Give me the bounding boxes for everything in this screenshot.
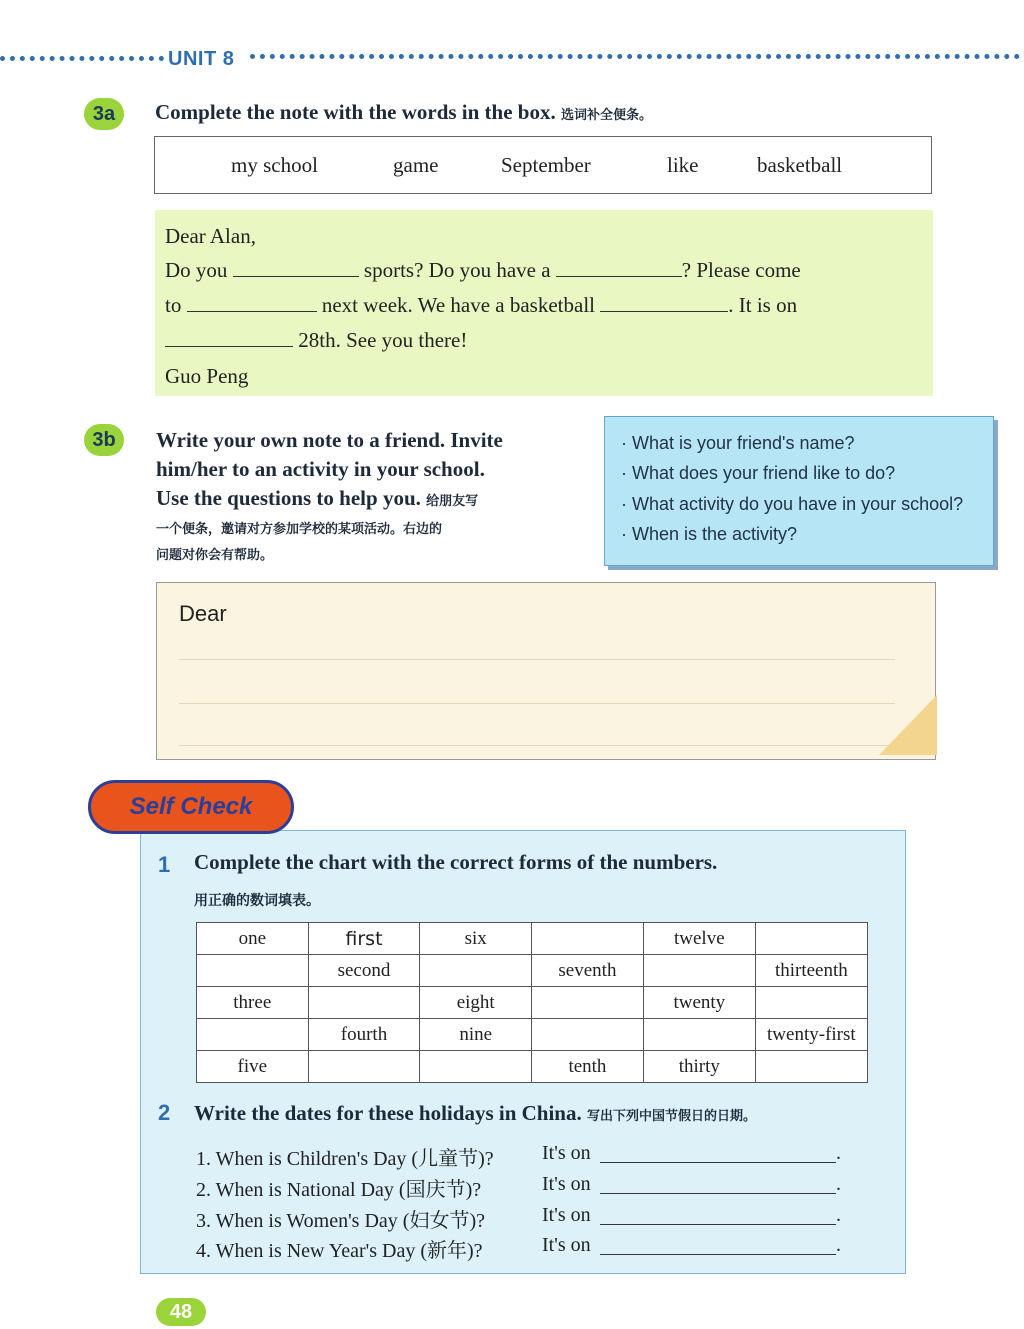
answer-prefix: It's on [542, 1234, 591, 1256]
instruction-3b-line [156, 484, 596, 515]
table-cell: seventh [531, 955, 643, 987]
header-dots-left [0, 56, 164, 61]
instruction-3b-cn-line: 一个便条，邀请对方参加学校的某项活动。右边的 [156, 521, 443, 536]
task-number: 1 [158, 852, 171, 877]
table-cell-blank[interactable] [531, 987, 643, 1019]
table-cell-blank[interactable] [197, 1019, 309, 1051]
table-cell-blank[interactable] [643, 1019, 755, 1051]
note-signature: Guo Peng [165, 364, 249, 388]
holiday-question-text: 1. When is Children's Day (儿童节)? [196, 1148, 494, 1170]
answer-prefix: It's on [542, 1173, 591, 1195]
table-cell-blank[interactable] [197, 955, 309, 987]
holiday-question-text: 4. When is New Year's Day (新年)? [196, 1240, 483, 1262]
word-box [154, 136, 932, 194]
writing-line [179, 659, 895, 660]
period: . [836, 1204, 841, 1226]
table-row [197, 987, 868, 1019]
task1-instruction: Complete the chart with the correct forms of the numbers. [194, 850, 718, 874]
table-cell-blank[interactable] [308, 987, 420, 1019]
table-cell: tenth [531, 1051, 643, 1083]
answer-blank[interactable] [556, 258, 682, 277]
holiday-question [196, 1173, 841, 1202]
task2-instruction-text: Write the dates for these holidays in China. [194, 1101, 582, 1125]
hint-question: · What activity do you have in your school? [621, 494, 964, 514]
period: . [836, 1234, 841, 1256]
word-item: game [393, 153, 439, 177]
note-line-1 [165, 258, 801, 283]
holiday-question [196, 1142, 841, 1171]
holiday-question [196, 1234, 841, 1263]
answer-blank[interactable] [600, 1224, 836, 1225]
table-cell-blank[interactable] [531, 923, 643, 955]
note-line-2 [165, 293, 797, 318]
self-check-title: Self Check [88, 780, 294, 834]
table-cell: fourth [308, 1019, 420, 1051]
numbers-chart [196, 922, 868, 1083]
answer-blank[interactable] [187, 293, 317, 312]
writing-line [179, 703, 895, 704]
table-row [197, 1051, 868, 1083]
word-item: like [667, 153, 699, 177]
table-cell: first [308, 923, 420, 955]
answer-blank[interactable] [600, 1254, 836, 1255]
instruction-3b-line: him/her to an activity in your school. [156, 457, 485, 481]
answer-prefix: It's on [542, 1204, 591, 1226]
note-text: to [165, 293, 182, 317]
answer-blank[interactable] [600, 1162, 836, 1163]
word-item: basketball [757, 153, 843, 177]
word-item: my school [231, 153, 318, 177]
note-text: . It is on [728, 293, 798, 317]
instruction-3b-cn-line: 问题对你会有帮助。 [156, 547, 274, 562]
header-dots-right [250, 54, 1020, 59]
instruction-3b-text: Use the questions to help you. [156, 486, 421, 510]
hint-question: · What does your friend like to do? [621, 463, 896, 483]
table-row [197, 955, 868, 987]
table-cell: nine [420, 1019, 532, 1051]
table-cell: thirty [643, 1051, 755, 1083]
table-cell-blank[interactable] [308, 1051, 420, 1083]
table-cell-blank[interactable] [755, 987, 867, 1019]
task2-instruction [194, 1101, 756, 1126]
answer-blank[interactable] [233, 258, 359, 277]
table-cell: three [197, 987, 309, 1019]
writing-line [179, 745, 895, 746]
note-text: Do you [165, 258, 228, 282]
instruction-3a-text: Complete the note with the words in the box. [155, 100, 556, 124]
task-number: 2 [158, 1100, 171, 1125]
page-fold-corner [879, 695, 937, 755]
instruction-3b-line: Write your own note to a friend. Invite [156, 428, 503, 452]
table-cell: one [197, 923, 309, 955]
holiday-question-text: 2. When is National Day (国庆节)? [196, 1179, 482, 1201]
answer-blank[interactable] [600, 1193, 836, 1194]
note-greeting: Dear Alan, [165, 224, 256, 248]
table-cell: thirteenth [755, 955, 867, 987]
table-cell: second [308, 955, 420, 987]
note-text: next week. We have a basketball [321, 293, 595, 317]
table-cell: twenty-first [755, 1019, 867, 1051]
instruction-3a-cn: 选词补全便条。 [560, 107, 652, 122]
period: . [836, 1142, 841, 1164]
writing-greeting: Dear [179, 601, 227, 626]
table-cell: five [197, 1051, 309, 1083]
table-cell: six [420, 923, 532, 955]
holiday-question-text: 3. When is Women's Day (妇女节)? [196, 1210, 485, 1232]
answer-blank[interactable] [600, 293, 728, 312]
section-badge-3b: 3b [84, 424, 124, 456]
unit-label: UNIT 8 [168, 48, 235, 70]
answer-prefix: It's on [542, 1142, 591, 1164]
note-text: 28th. See you there! [298, 328, 468, 352]
note-line-3 [165, 328, 467, 353]
hint-questions-box [604, 416, 994, 566]
table-cell-blank[interactable] [420, 1051, 532, 1083]
hint-question: · When is the activity? [621, 524, 798, 544]
hint-question: · What is your friend's name? [621, 433, 855, 453]
instruction-3b [156, 426, 596, 567]
note-panel [155, 210, 933, 396]
table-row [197, 923, 868, 955]
note-writing-area[interactable] [156, 582, 936, 760]
table-cell: twelve [643, 923, 755, 955]
table-cell-blank[interactable] [420, 955, 532, 987]
table-cell: eight [420, 987, 532, 1019]
instruction-3a [155, 100, 652, 125]
page-number: 48 [156, 1298, 206, 1326]
note-text: ? Please come [681, 258, 801, 282]
table-cell: twenty [643, 987, 755, 1019]
table-cell-blank[interactable] [531, 1019, 643, 1051]
section-badge-3a: 3a [84, 98, 124, 130]
task2-instruction-cn: 写出下列中国节假日的日期。 [587, 1108, 757, 1123]
holiday-question [196, 1204, 841, 1233]
word-item: September [501, 153, 591, 177]
period: . [836, 1173, 841, 1195]
task1-instruction-cn: 用正确的数词填表。 [194, 894, 320, 909]
note-text: sports? Do you have a [363, 258, 551, 282]
answer-blank[interactable] [165, 328, 293, 347]
table-cell-blank[interactable] [755, 923, 867, 955]
table-row [197, 1019, 868, 1051]
table-cell-blank[interactable] [755, 1051, 867, 1083]
table-cell-blank[interactable] [643, 955, 755, 987]
instruction-3b-cn: 给朋友写 [426, 493, 479, 508]
